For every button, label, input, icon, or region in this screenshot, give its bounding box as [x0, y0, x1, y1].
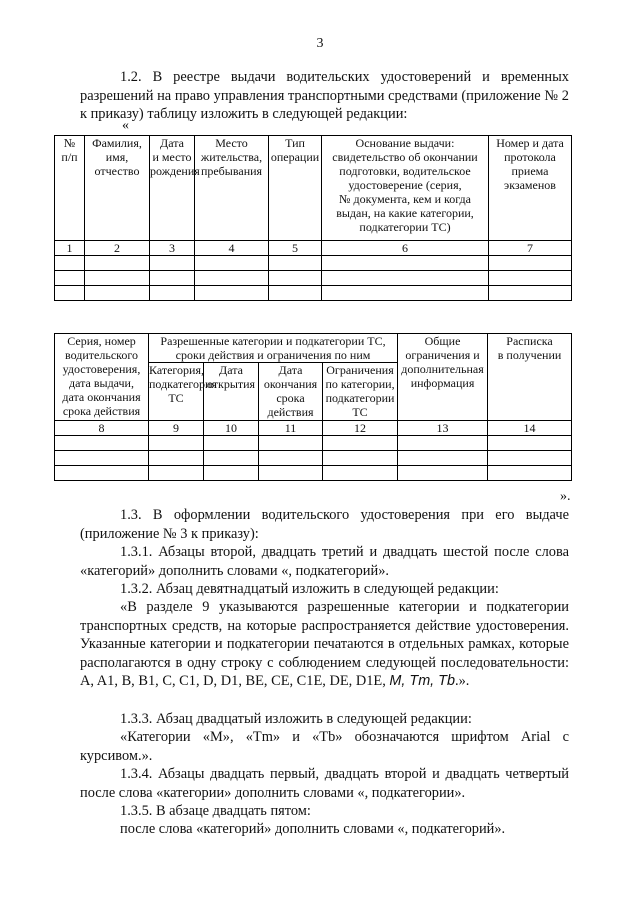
table-header-row	[55, 136, 572, 241]
table-row	[55, 271, 572, 286]
header-cell: Общие ограничения и дополнительная информация	[398, 334, 488, 421]
header-cell: Серия, номер водительского удостоверения, дата выдачи, дата окончания срока действия	[55, 334, 149, 421]
table-row	[55, 436, 572, 451]
paragraph-1-3-5-text: после слова «категорий» дополнить словами «, подкатегорий».	[120, 821, 506, 837]
paragraph-1-3-2: 1.3.2. Абзац девятнадцатый изложить в следующей редакции:	[120, 581, 499, 597]
header-cell: Дата открытия	[204, 363, 259, 421]
column-number: 13	[398, 421, 488, 436]
paragraph-1-3-1: 1.3.1. Абзацы второй, двадцать третий и двадцать шестой после слова «категорий» дополнить словами «, подкатегорий».	[80, 544, 569, 579]
registry-table-part-1	[54, 135, 572, 301]
header-cell: Фамилия, имя, отчество	[85, 136, 150, 241]
header-cell: Дата окончания срока действия	[259, 363, 323, 421]
column-number: 14	[488, 421, 572, 436]
column-number: 8	[55, 421, 149, 436]
quote-text: «В разделе 9 указываются разрешенные категории и подкатегории транспортных средств, на которые распространяется действие удостоверения. Указанные категории и подкатегории печатаются в отдельных рамках, которые располагаются в одну строку с соблюдением следующей последовательности: A, A1, B, B1, C, C1, D, D1, BE, CE, C1E, DE, D1E,	[80, 599, 569, 689]
column-numbers-row	[55, 241, 572, 256]
paragraph-1-3-3-quote: «Категории «M», «Tm» и «Tb» обозначаются шрифтом Arial с курсивом.».	[80, 729, 569, 764]
header-group-cell: Разрешенные категории и подкатегории ТС, сроки действия и ограничения по ним	[149, 334, 398, 363]
column-number: 3	[150, 241, 195, 256]
header-cell: Тип операции	[269, 136, 322, 241]
paragraph-1-2: 1.2. В реестре выдачи водительских удостоверений и временных разрешений на право управления транспортными средствами (приложение № 2 к приказу) таблицу изложить в следующей редакции:	[80, 69, 569, 122]
paragraph-1-3-5: 1.3.5. В абзаце двадцать пятом:	[120, 803, 311, 819]
header-cell: № п/п	[55, 136, 85, 241]
column-number: 2	[85, 241, 150, 256]
page-number: 3	[316, 36, 324, 51]
quote-end: .».	[454, 673, 470, 689]
paragraph-1-3-4: 1.3.4. Абзацы двадцать первый, двадцать второй и двадцать четвертый после слова «категории» дополнить словами «, подкатегории».	[80, 766, 569, 801]
column-number: 6	[322, 241, 489, 256]
table-row	[55, 286, 572, 301]
header-cell: Место жительства, пребывания	[195, 136, 269, 241]
header-cell: Расписка в получении	[488, 334, 572, 421]
quote-close: ».	[560, 489, 571, 504]
column-number: 4	[195, 241, 269, 256]
column-numbers-row	[55, 421, 572, 436]
column-number: 11	[259, 421, 323, 436]
quote-open: «	[122, 118, 129, 133]
header-cell: Категория, подкатегория ТС	[149, 363, 204, 421]
column-number: 1	[55, 241, 85, 256]
header-cell: Дата и место рождения	[150, 136, 195, 241]
table-row	[55, 466, 572, 481]
header-cell: Ограничения по категории, подкатегории ТС	[323, 363, 398, 421]
paragraph-1-3: 1.3. В оформлении водительского удостоверения при его выдаче (приложение № 3 к приказу):	[80, 507, 569, 542]
column-number: 12	[323, 421, 398, 436]
column-number: 7	[489, 241, 572, 256]
registry-table-part-2	[54, 333, 572, 481]
column-number: 9	[149, 421, 204, 436]
header-cell: Номер и дата протокола приема экзаменов	[489, 136, 572, 241]
paragraph-1-3-3: 1.3.3. Абзац двадцатый изложить в следующей редакции:	[120, 711, 472, 727]
table-row	[55, 451, 572, 466]
table-header-row	[55, 334, 572, 363]
paragraph-1-3-2-quote	[80, 598, 569, 691]
italic-categories: M, Tm, Tb	[389, 673, 455, 689]
table-row	[55, 256, 572, 271]
column-number: 5	[269, 241, 322, 256]
header-cell: Основание выдачи: свидетельство об окончании подготовки, водительское удостоверение (серия, № документа, кем и когда выдан, на какие категории, подкатегории ТС)	[322, 136, 489, 241]
column-number: 10	[204, 421, 259, 436]
